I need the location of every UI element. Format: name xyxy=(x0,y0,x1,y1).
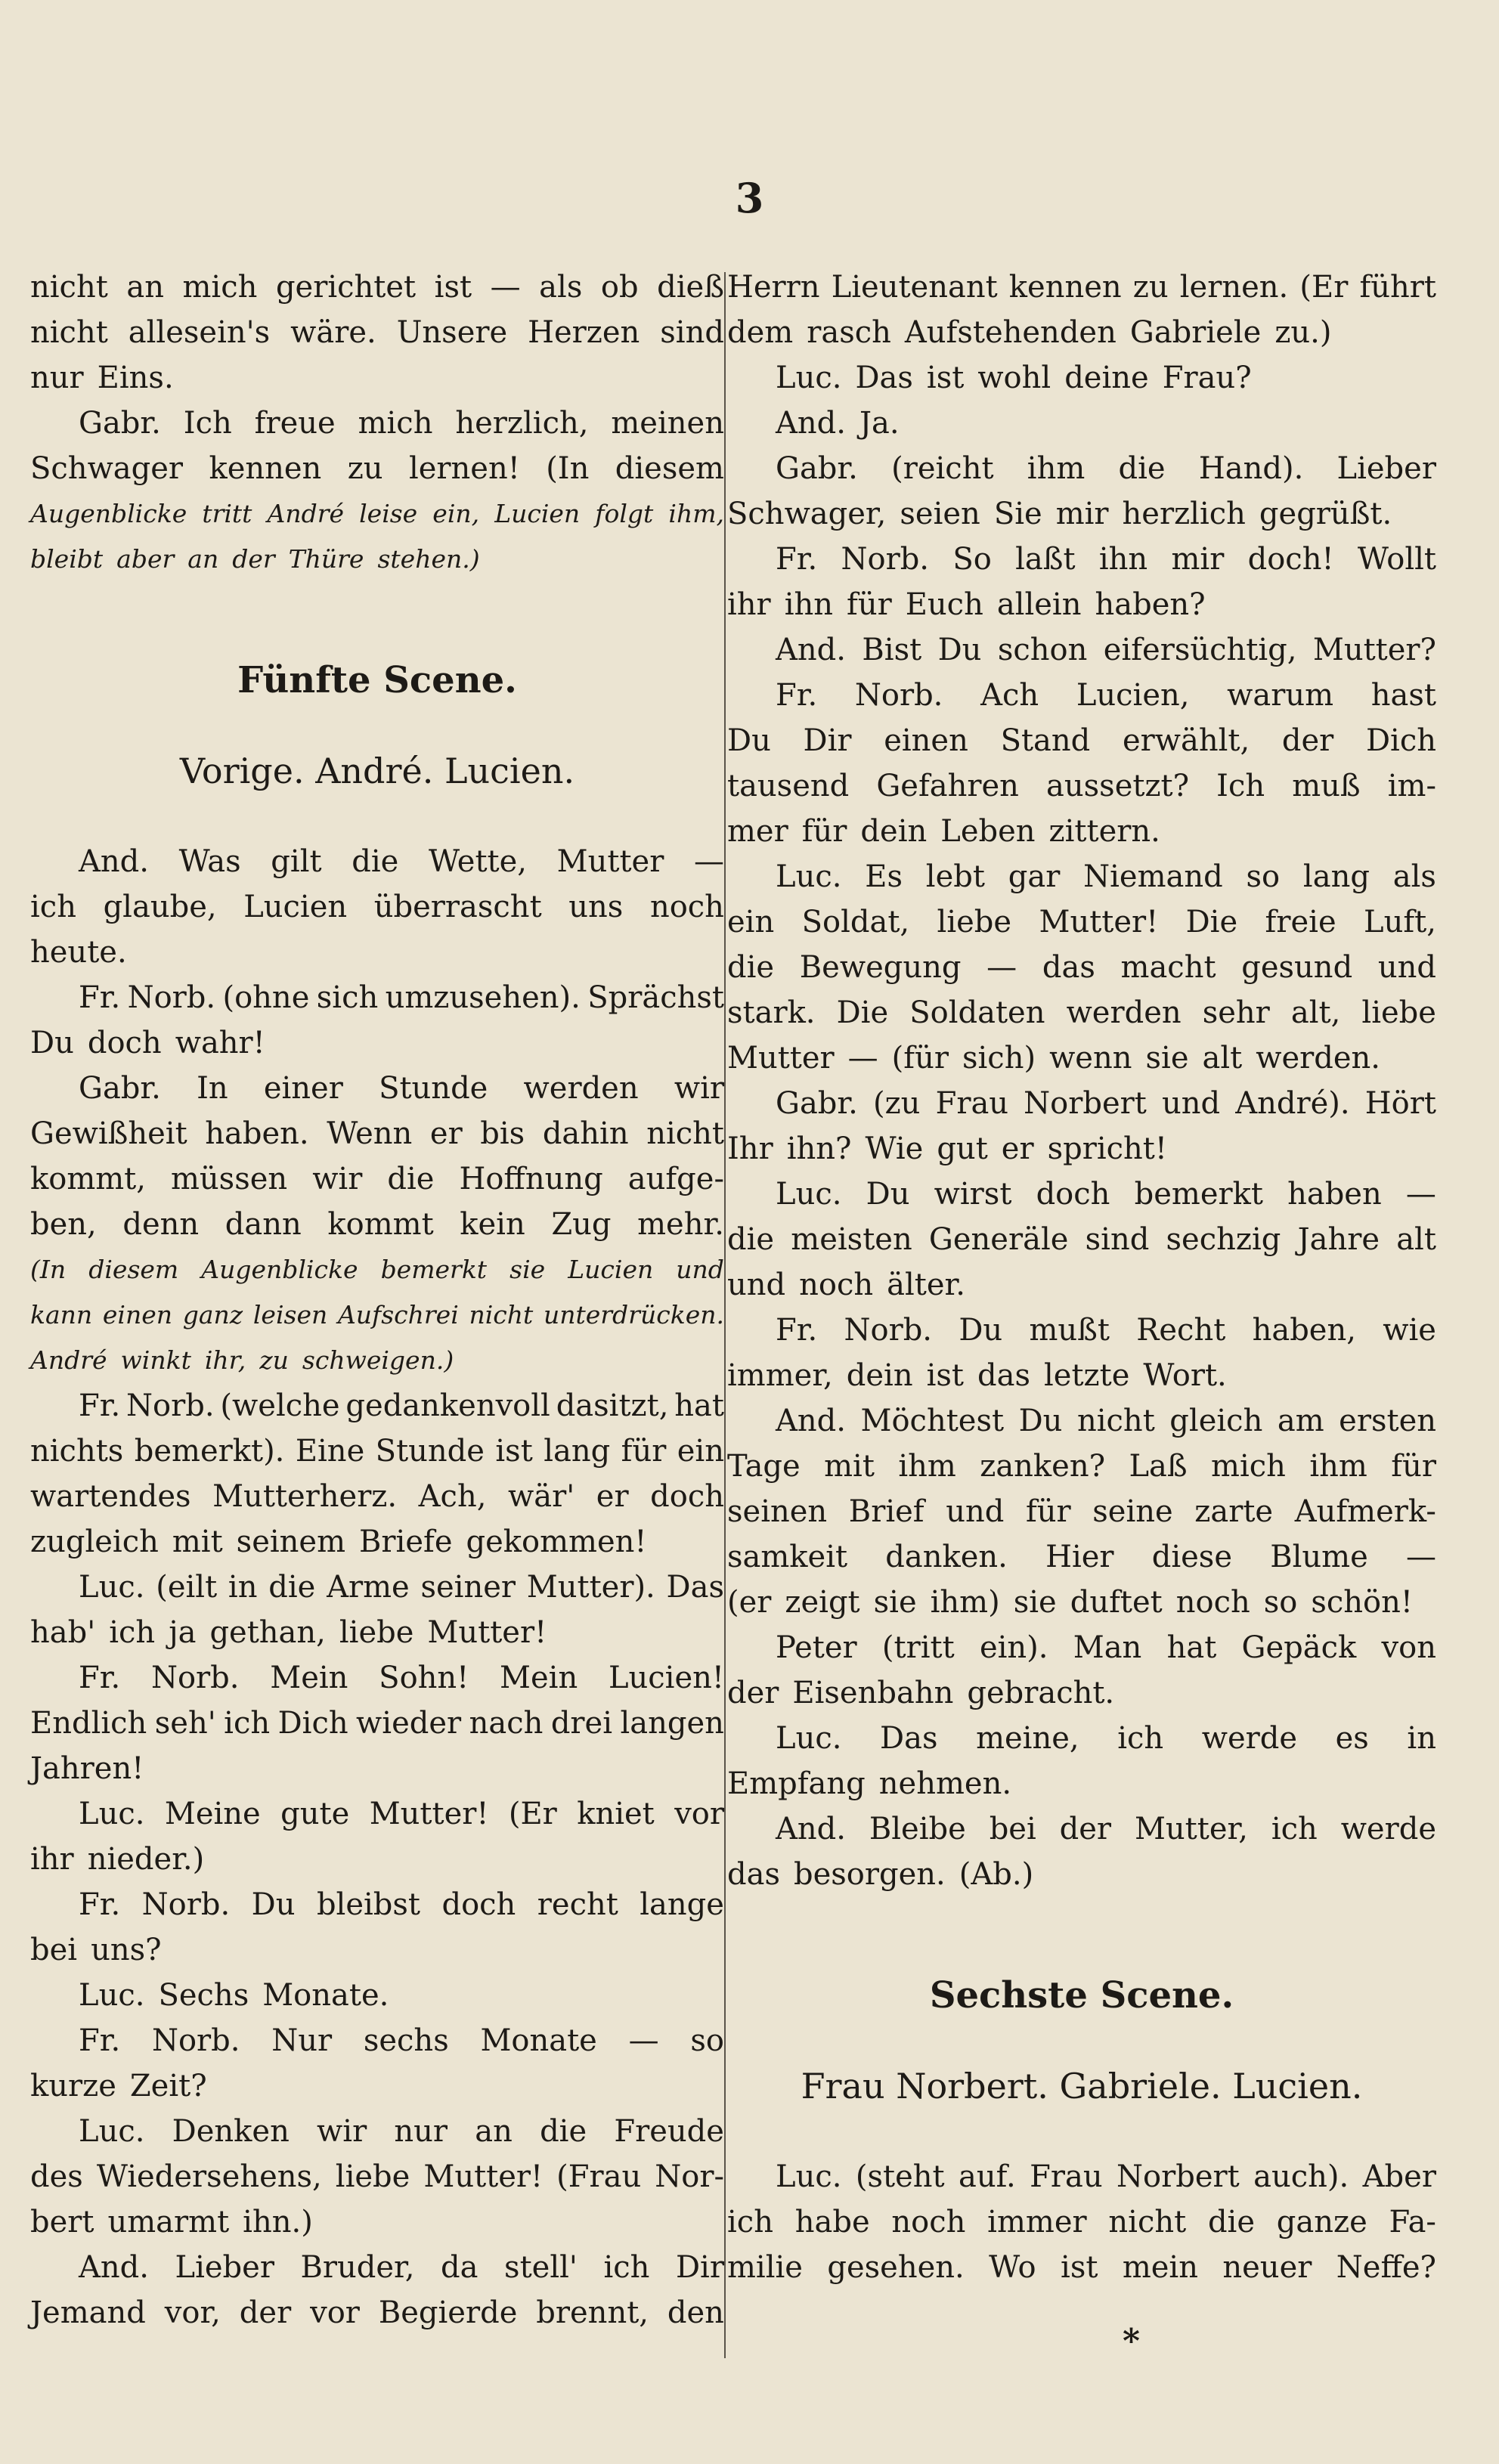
text-line: André winkt ihr, zu schweigen.) xyxy=(30,1345,454,1375)
column-divider xyxy=(724,272,726,2358)
text-line: nichts bemerkt). Eine Stunde ist lang für ein xyxy=(30,1434,724,1469)
text-line: kann einen ganz leisen Aufschrei nicht unterdrücken. xyxy=(30,1300,724,1330)
spacer xyxy=(30,794,724,839)
spacer xyxy=(727,2018,1436,2063)
text-line: ich glaube, Lucien überrascht uns noch xyxy=(30,890,724,924)
text-line: Augenblicke tritt André leise ein, Lucien folgt ihm, xyxy=(30,499,724,528)
text-line: die meisten Generäle sind sechzig Jahre alt xyxy=(727,1222,1436,1257)
text-line: ein Soldat, liebe Mutter! Die freie Luft, xyxy=(727,905,1436,939)
text-line: Schwager, seien Sie mir herzlich gegrüßt. xyxy=(727,497,1392,531)
text-line: mer für dein Leben zittern. xyxy=(727,814,1160,849)
text-line: Luc. Es lebt gar Niemand so lang als xyxy=(776,859,1436,894)
text-line: And. Möchtest Du nicht gleich am ersten xyxy=(776,1404,1436,1438)
text-line: kurze Zeit? xyxy=(30,2069,207,2103)
text-line: milie gesehen. Wo ist mein neuer Neffe? xyxy=(727,2250,1436,2285)
text-line: Herrn Lieutenant kennen zu lernen. (Er führt xyxy=(727,270,1436,305)
signature-mark: * xyxy=(1123,2322,1141,2360)
text-line: Gabr. (zu Frau Norbert und André). Hört xyxy=(776,1086,1436,1121)
text-line: And. Lieber Bruder, da stell' ich Dir xyxy=(79,2250,724,2285)
text-line: stark. Die Soldaten werden sehr alt, liebe xyxy=(727,995,1436,1030)
right-column xyxy=(727,265,1436,2290)
text-line: bei uns? xyxy=(30,1933,162,1967)
text-line: Jahren! xyxy=(30,1751,144,1786)
left-column xyxy=(30,265,724,2336)
text-line: die Bewegung — das macht gesund und xyxy=(727,950,1436,985)
text-line: Fr. Norb. So laßt ihn mir doch! Wollt xyxy=(776,542,1436,577)
text-line: Fr. Norb. Nur sechs Monate — so xyxy=(79,2023,724,2058)
text-line: Fr. Norb. (welche gedankenvoll dasitzt, hat xyxy=(79,1388,724,1423)
text-line: ihr nieder.) xyxy=(30,1842,205,1877)
text-line: And. Ja. xyxy=(776,406,900,441)
text-line: ich habe noch immer nicht die ganze Fa- xyxy=(727,2205,1436,2240)
text-line: Fr. Norb. Ach Lucien, warum hast xyxy=(776,678,1436,713)
text-line: Jemand vor, der vor Begierde brennt, den xyxy=(30,2295,724,2330)
text-line: kommt, müssen wir die Hoffnung aufge- xyxy=(30,1162,724,1196)
text-line: bleibt aber an der Thüre stehen.) xyxy=(30,544,480,574)
text-line: nur Eins. xyxy=(30,361,174,395)
text-line: Gabr. In einer Stunde werden wir xyxy=(79,1071,724,1106)
text-line: Du doch wahr! xyxy=(30,1026,265,1060)
text-line: Gabr. Ich freue mich herzlich, meinen xyxy=(79,406,724,441)
text-line: Ihr ihn? Wie gut er spricht! xyxy=(727,1131,1167,1166)
text-line: heute. xyxy=(30,935,127,970)
text-line: und noch älter. xyxy=(727,1268,965,1302)
spacer xyxy=(30,703,724,748)
text-line: Peter (tritt ein). Man hat Gepäck von xyxy=(776,1630,1436,1665)
text-line: wartendes Mutterherz. Ach, wär' er doch xyxy=(30,1479,724,1514)
text-line: Gewißheit haben. Wenn er bis dahin nicht xyxy=(30,1116,724,1151)
text-line: ihr ihn für Euch allein haben? xyxy=(727,587,1206,622)
text-line: Fr. Norb. Mein Sohn! Mein Lucien! xyxy=(79,1661,724,1695)
text-line: And. Bist Du schon eifersüchtig, Mutter? xyxy=(776,633,1436,667)
text-line: immer, dein ist das letzte Wort. xyxy=(727,1358,1227,1393)
text-line: Fr. Norb. Du mußt Recht haben, wie xyxy=(776,1313,1436,1348)
scene-heading: Fünfte Scene. xyxy=(237,659,517,701)
text-line: der Eisenbahn gebracht. xyxy=(727,1676,1115,1710)
text-line: Endlich seh' ich Dich wieder nach drei langen xyxy=(30,1706,724,1741)
text-line: (er zeigt sie ihm) sie duftet noch so schön! xyxy=(727,1585,1413,1620)
spacer xyxy=(30,582,724,658)
text-line: Empfang nehmen. xyxy=(727,1766,1012,1801)
text-line: nicht allesein's wäre. Unsere Herzen sind xyxy=(30,315,724,350)
text-line: Luc. Das meine, ich werde es in xyxy=(776,1721,1436,1756)
text-line: bert umarmt ihn.) xyxy=(30,2205,313,2240)
spacer xyxy=(727,2109,1436,2154)
text-line: das besorgen. (Ab.) xyxy=(727,1857,1034,1892)
text-line: tausend Gefahren aussetzt? Ich muß im- xyxy=(727,769,1436,803)
text-line: zugleich mit seinem Briefe gekommen! xyxy=(30,1525,647,1559)
text-line: And. Was gilt die Wette, Mutter — xyxy=(79,844,724,879)
text-line: Luc. (eilt in die Arme seiner Mutter). Das xyxy=(79,1570,724,1605)
text-line: Luc. Meine gute Mutter! (Er kniet vor xyxy=(79,1797,724,1831)
text-line: Tage mit ihm zanken? Laß mich ihm für xyxy=(727,1449,1436,1484)
text-line: Luc. (steht auf. Frau Norbert auch). Aber xyxy=(776,2159,1436,2194)
text-line: nicht an mich gerichtet ist — als ob dieß xyxy=(30,270,724,305)
spacer xyxy=(727,1897,1436,1973)
scene-heading: Sechste Scene. xyxy=(929,1974,1234,2017)
text-line: Schwager kennen zu lernen! (In diesem xyxy=(30,451,724,486)
text-line: And. Bleibe bei der Mutter, ich werde xyxy=(776,1812,1436,1846)
text-line: Luc. Das ist wohl deine Frau? xyxy=(776,361,1252,395)
text-line: Frau Norbert. Gabriele. Lucien. xyxy=(801,2066,1363,2106)
text-line: Vorige. André. Lucien. xyxy=(179,751,575,791)
text-line: des Wiedersehens, liebe Mutter! (Frau Nor- xyxy=(30,2159,724,2194)
text-line: Luc. Sechs Monate. xyxy=(79,1978,389,2013)
text-line: dem rasch Aufstehenden Gabriele zu.) xyxy=(727,315,1332,350)
page-number: 3 xyxy=(735,174,764,222)
text-line: hab' ich ja gethan, liebe Mutter! xyxy=(30,1615,547,1650)
text-line: Du Dir einen Stand erwählt, der Dich xyxy=(727,723,1436,758)
text-line: Mutter — (für sich) wenn sie alt werden. xyxy=(727,1041,1381,1076)
text-line: Fr. Norb. Du bleibst doch recht lange xyxy=(79,1887,724,1922)
text-line: seinen Brief und für seine zarte Aufmerk- xyxy=(727,1494,1436,1529)
text-line: Luc. Denken wir nur an die Freude xyxy=(79,2114,724,2149)
text-line: Luc. Du wirst doch bemerkt haben — xyxy=(776,1177,1436,1212)
text-line: (In diesem Augenblicke bemerkt sie Lucien und xyxy=(30,1255,724,1284)
text-line: Gabr. (reicht ihm die Hand). Lieber xyxy=(776,451,1436,486)
text-line: ben, denn dann kommt kein Zug mehr. xyxy=(30,1207,724,1242)
text-line: Fr. Norb. (ohne sich umzusehen). Sprächst xyxy=(79,980,724,1015)
text-line: samkeit danken. Hier diese Blume — xyxy=(727,1540,1436,1574)
